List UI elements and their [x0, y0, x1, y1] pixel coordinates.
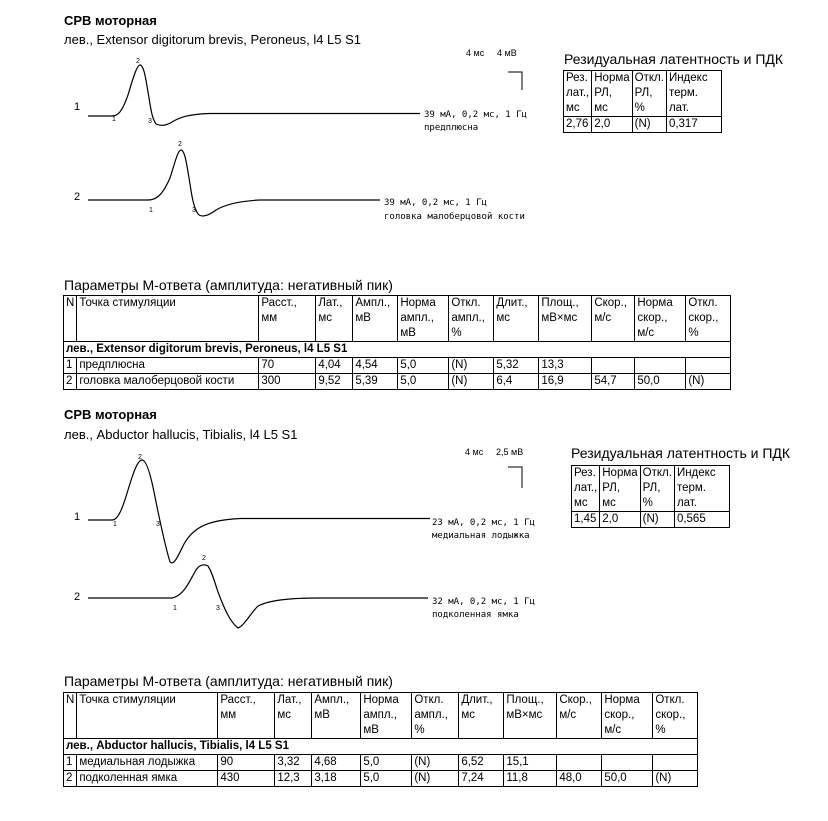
- residual1-header: Индекс терм. лат.: [666, 71, 721, 117]
- trace4-marker2: 2: [202, 555, 206, 562]
- residual1-table: [563, 70, 722, 133]
- params1-cell: 1: [64, 358, 77, 374]
- params1-cell: 5,32: [494, 358, 539, 374]
- trace3-marker1: 1: [113, 521, 117, 528]
- params1-header: Норма скор., м/с: [635, 296, 686, 342]
- params1-cell: [635, 358, 686, 374]
- params2-header: Площ., мВ×мс: [504, 693, 557, 739]
- params1-header: Откл. скор., %: [686, 296, 731, 342]
- trace2-waveform: [88, 150, 380, 216]
- params1-cell: 54,7: [592, 374, 635, 390]
- table-row: [64, 296, 731, 342]
- trace1-marker3: 3: [148, 118, 152, 125]
- trace3-channel: 1: [74, 511, 81, 523]
- residual2-cell: 1,45: [572, 512, 600, 528]
- params1-cell: 13,3: [539, 358, 592, 374]
- params1-cell: 4,04: [316, 358, 353, 374]
- section1-title: СРВ моторная: [64, 13, 157, 28]
- residual1-title: Резидуальная латентность и ПДК: [564, 51, 784, 67]
- scale1-time: 4 мс: [466, 48, 485, 58]
- residual1-cell: 2,76: [564, 117, 592, 133]
- params2-cell: 3,18: [312, 771, 361, 787]
- trace4-channel: 2: [74, 591, 81, 603]
- params2-header: Лат., мс: [275, 693, 312, 739]
- params1-group: лев., Extensor digitorum brevis, Peroneus, l4 L5 S1: [64, 342, 731, 358]
- params2-header: Расст., мм: [218, 693, 275, 739]
- trace3-marker3: 3: [156, 521, 160, 528]
- residual1-header: Рез. лат., мс: [564, 71, 592, 117]
- params1-table: [63, 295, 731, 390]
- params2-header: Ампл., мВ: [312, 693, 361, 739]
- params1-cell: 5,0: [398, 358, 449, 374]
- params2-header: Длит., мс: [459, 693, 504, 739]
- params2-cell: 5,0: [361, 755, 412, 771]
- params2-cell: 430: [218, 771, 275, 787]
- trace2-marker2: 2: [178, 141, 182, 148]
- trace2-marker1: 1: [149, 207, 153, 214]
- params2-cell: 4,68: [312, 755, 361, 771]
- params1-cell: (N): [449, 358, 494, 374]
- scale-bar-1: [508, 72, 522, 90]
- residual1-cell: 0,317: [666, 117, 721, 133]
- residual2-cell: 0,565: [674, 512, 729, 528]
- trace2-marker3: 3: [192, 207, 196, 214]
- params2-cell: 90: [218, 755, 275, 771]
- params1-header: Расст., мм: [259, 296, 316, 342]
- params1-cell: 16,9: [539, 374, 592, 390]
- trace1-stim: 39 мА, 0,2 мс, 1 Гц: [424, 110, 527, 120]
- params1-cell: 70: [259, 358, 316, 374]
- residual1-header: Откл. РЛ, %: [632, 71, 666, 117]
- trace3-waveform: [88, 460, 430, 563]
- params1-header: Скор., м/с: [592, 296, 635, 342]
- trace3-site: медиальная лодыжка: [432, 531, 530, 541]
- params1-cell: [686, 358, 731, 374]
- params1-cell: 4,54: [353, 358, 398, 374]
- params2-header: Откл. скор., %: [653, 693, 698, 739]
- table-row: [64, 693, 698, 739]
- trace2-site: головка малоберцовой кости: [384, 212, 525, 222]
- params1-cell: 5,39: [353, 374, 398, 390]
- params1-cell: 5,0: [398, 374, 449, 390]
- table-row: [564, 117, 722, 133]
- params1-cell: (N): [686, 374, 731, 390]
- params2-cell: подколенная ямка: [77, 771, 218, 787]
- table-row: [64, 739, 698, 755]
- params2-header: Точка стимуляции: [77, 693, 218, 739]
- params2-cell: 11,8: [504, 771, 557, 787]
- trace2-channel: 2: [74, 191, 81, 203]
- params1-cell: 9,52: [316, 374, 353, 390]
- params2-header: Откл. ампл., %: [412, 693, 459, 739]
- params2-group: лев., Abductor hallucis, Tibialis, l4 L5 S1: [64, 739, 698, 755]
- params1-header: Откл. ампл., %: [449, 296, 494, 342]
- section1-waveforms: [0, 40, 560, 230]
- params1-cell: 2: [64, 374, 77, 390]
- params2-cell: (N): [412, 755, 459, 771]
- params2-cell: 1: [64, 755, 77, 771]
- trace4-stim: 32 мА, 0,2 мс, 1 Гц: [432, 597, 535, 607]
- params2-cell: 12,3: [275, 771, 312, 787]
- params1-cell: 300: [259, 374, 316, 390]
- params2-cell: 15,1: [504, 755, 557, 771]
- residual1-cell: (N): [632, 117, 666, 133]
- params2-cell: [653, 755, 698, 771]
- params2-cell: 5,0: [361, 771, 412, 787]
- residual2-cell: (N): [640, 512, 674, 528]
- residual2-cell: 2,0: [600, 512, 640, 528]
- params2-cell: (N): [412, 771, 459, 787]
- params1-header: Ампл., мВ: [353, 296, 398, 342]
- residual1-cell: 2,0: [592, 117, 632, 133]
- residual2-header: Откл. РЛ, %: [640, 466, 674, 512]
- params2-cell: 48,0: [557, 771, 602, 787]
- residual1-header: Норма РЛ, мс: [592, 71, 632, 117]
- params2-cell: [602, 755, 653, 771]
- scale-bar-2: [508, 467, 522, 488]
- table-row: [64, 342, 731, 358]
- trace3-stim: 23 мА, 0,2 мс, 1 Гц: [432, 518, 535, 528]
- table-row: [572, 512, 730, 528]
- trace2-stim: 39 мА, 0,2 мс, 1 Гц: [384, 198, 487, 208]
- table-row: [64, 771, 698, 787]
- table-row: [64, 374, 731, 390]
- params1-cell: 6,4: [494, 374, 539, 390]
- params1-header: Норма ампл., мВ: [398, 296, 449, 342]
- params2-header: Скор., м/с: [557, 693, 602, 739]
- table-row: [564, 71, 722, 117]
- trace1-site: предплюсна: [424, 123, 479, 133]
- scale2-amp: 2,5 мВ: [496, 447, 524, 457]
- params1-header: N: [64, 296, 77, 342]
- trace1-marker2: 2: [136, 58, 140, 65]
- residual2-header: Индекс терм. лат.: [674, 466, 729, 512]
- residual2-header: Рез. лат., мс: [572, 466, 600, 512]
- params2-cell: 7,24: [459, 771, 504, 787]
- trace1-marker1: 1: [112, 116, 116, 123]
- params2-cell: медиальная лодыжка: [77, 755, 218, 771]
- residual2-table: [571, 465, 730, 528]
- params1-cell: 50,0: [635, 374, 686, 390]
- params1-cell: (N): [449, 374, 494, 390]
- params2-cell: (N): [653, 771, 698, 787]
- scale2-time: 4 мс: [465, 447, 484, 457]
- params1-header: Длит., мс: [494, 296, 539, 342]
- params2-header: Норма скор., м/с: [602, 693, 653, 739]
- table-row: [64, 755, 698, 771]
- trace3-marker2: 2: [138, 454, 142, 461]
- params2-cell: 3,32: [275, 755, 312, 771]
- params2-header: N: [64, 693, 77, 739]
- params2-cell: 6,52: [459, 755, 504, 771]
- params1-header: Лат., мс: [316, 296, 353, 342]
- section2-title: СРВ моторная: [64, 407, 157, 422]
- params2-cell: [557, 755, 602, 771]
- params1-cell: [592, 358, 635, 374]
- params2-table: [63, 692, 698, 787]
- params1-header: Площ., мВ×мс: [539, 296, 592, 342]
- residual2-header: Норма РЛ, мс: [600, 466, 640, 512]
- params2-title: Параметры М-ответа (амплитуда: негативный пик): [64, 673, 393, 689]
- section1-subtitle: лев., Extensor digitorum brevis, Peroneus, l4 L5 S1: [64, 32, 362, 47]
- params1-title: Параметры М-ответа (амплитуда: негативный пик): [64, 277, 393, 293]
- trace1-waveform: [88, 65, 420, 125]
- trace4-waveform: [88, 565, 428, 628]
- section2-waveforms: [0, 440, 560, 640]
- trace4-site: подколенная ямка: [432, 610, 519, 620]
- scale1-amp: 4 мВ: [497, 48, 517, 58]
- table-row: [64, 358, 731, 374]
- params1-cell: головка малоберцовой кости: [77, 374, 259, 390]
- section2-subtitle: лев., Abductor hallucis, Tibialis, l4 L5 S1: [64, 427, 298, 442]
- params2-cell: 50,0: [602, 771, 653, 787]
- trace1-channel: 1: [74, 101, 81, 113]
- table-row: [572, 466, 730, 512]
- trace4-marker3: 3: [216, 605, 220, 612]
- params2-header: Норма ампл., мВ: [361, 693, 412, 739]
- trace4-marker1: 1: [173, 605, 177, 612]
- residual2-title: Резидуальная латентность и ПДК: [571, 445, 791, 461]
- params1-header: Точка стимуляции: [77, 296, 259, 342]
- params2-cell: 2: [64, 771, 77, 787]
- params1-cell: предплюсна: [77, 358, 259, 374]
